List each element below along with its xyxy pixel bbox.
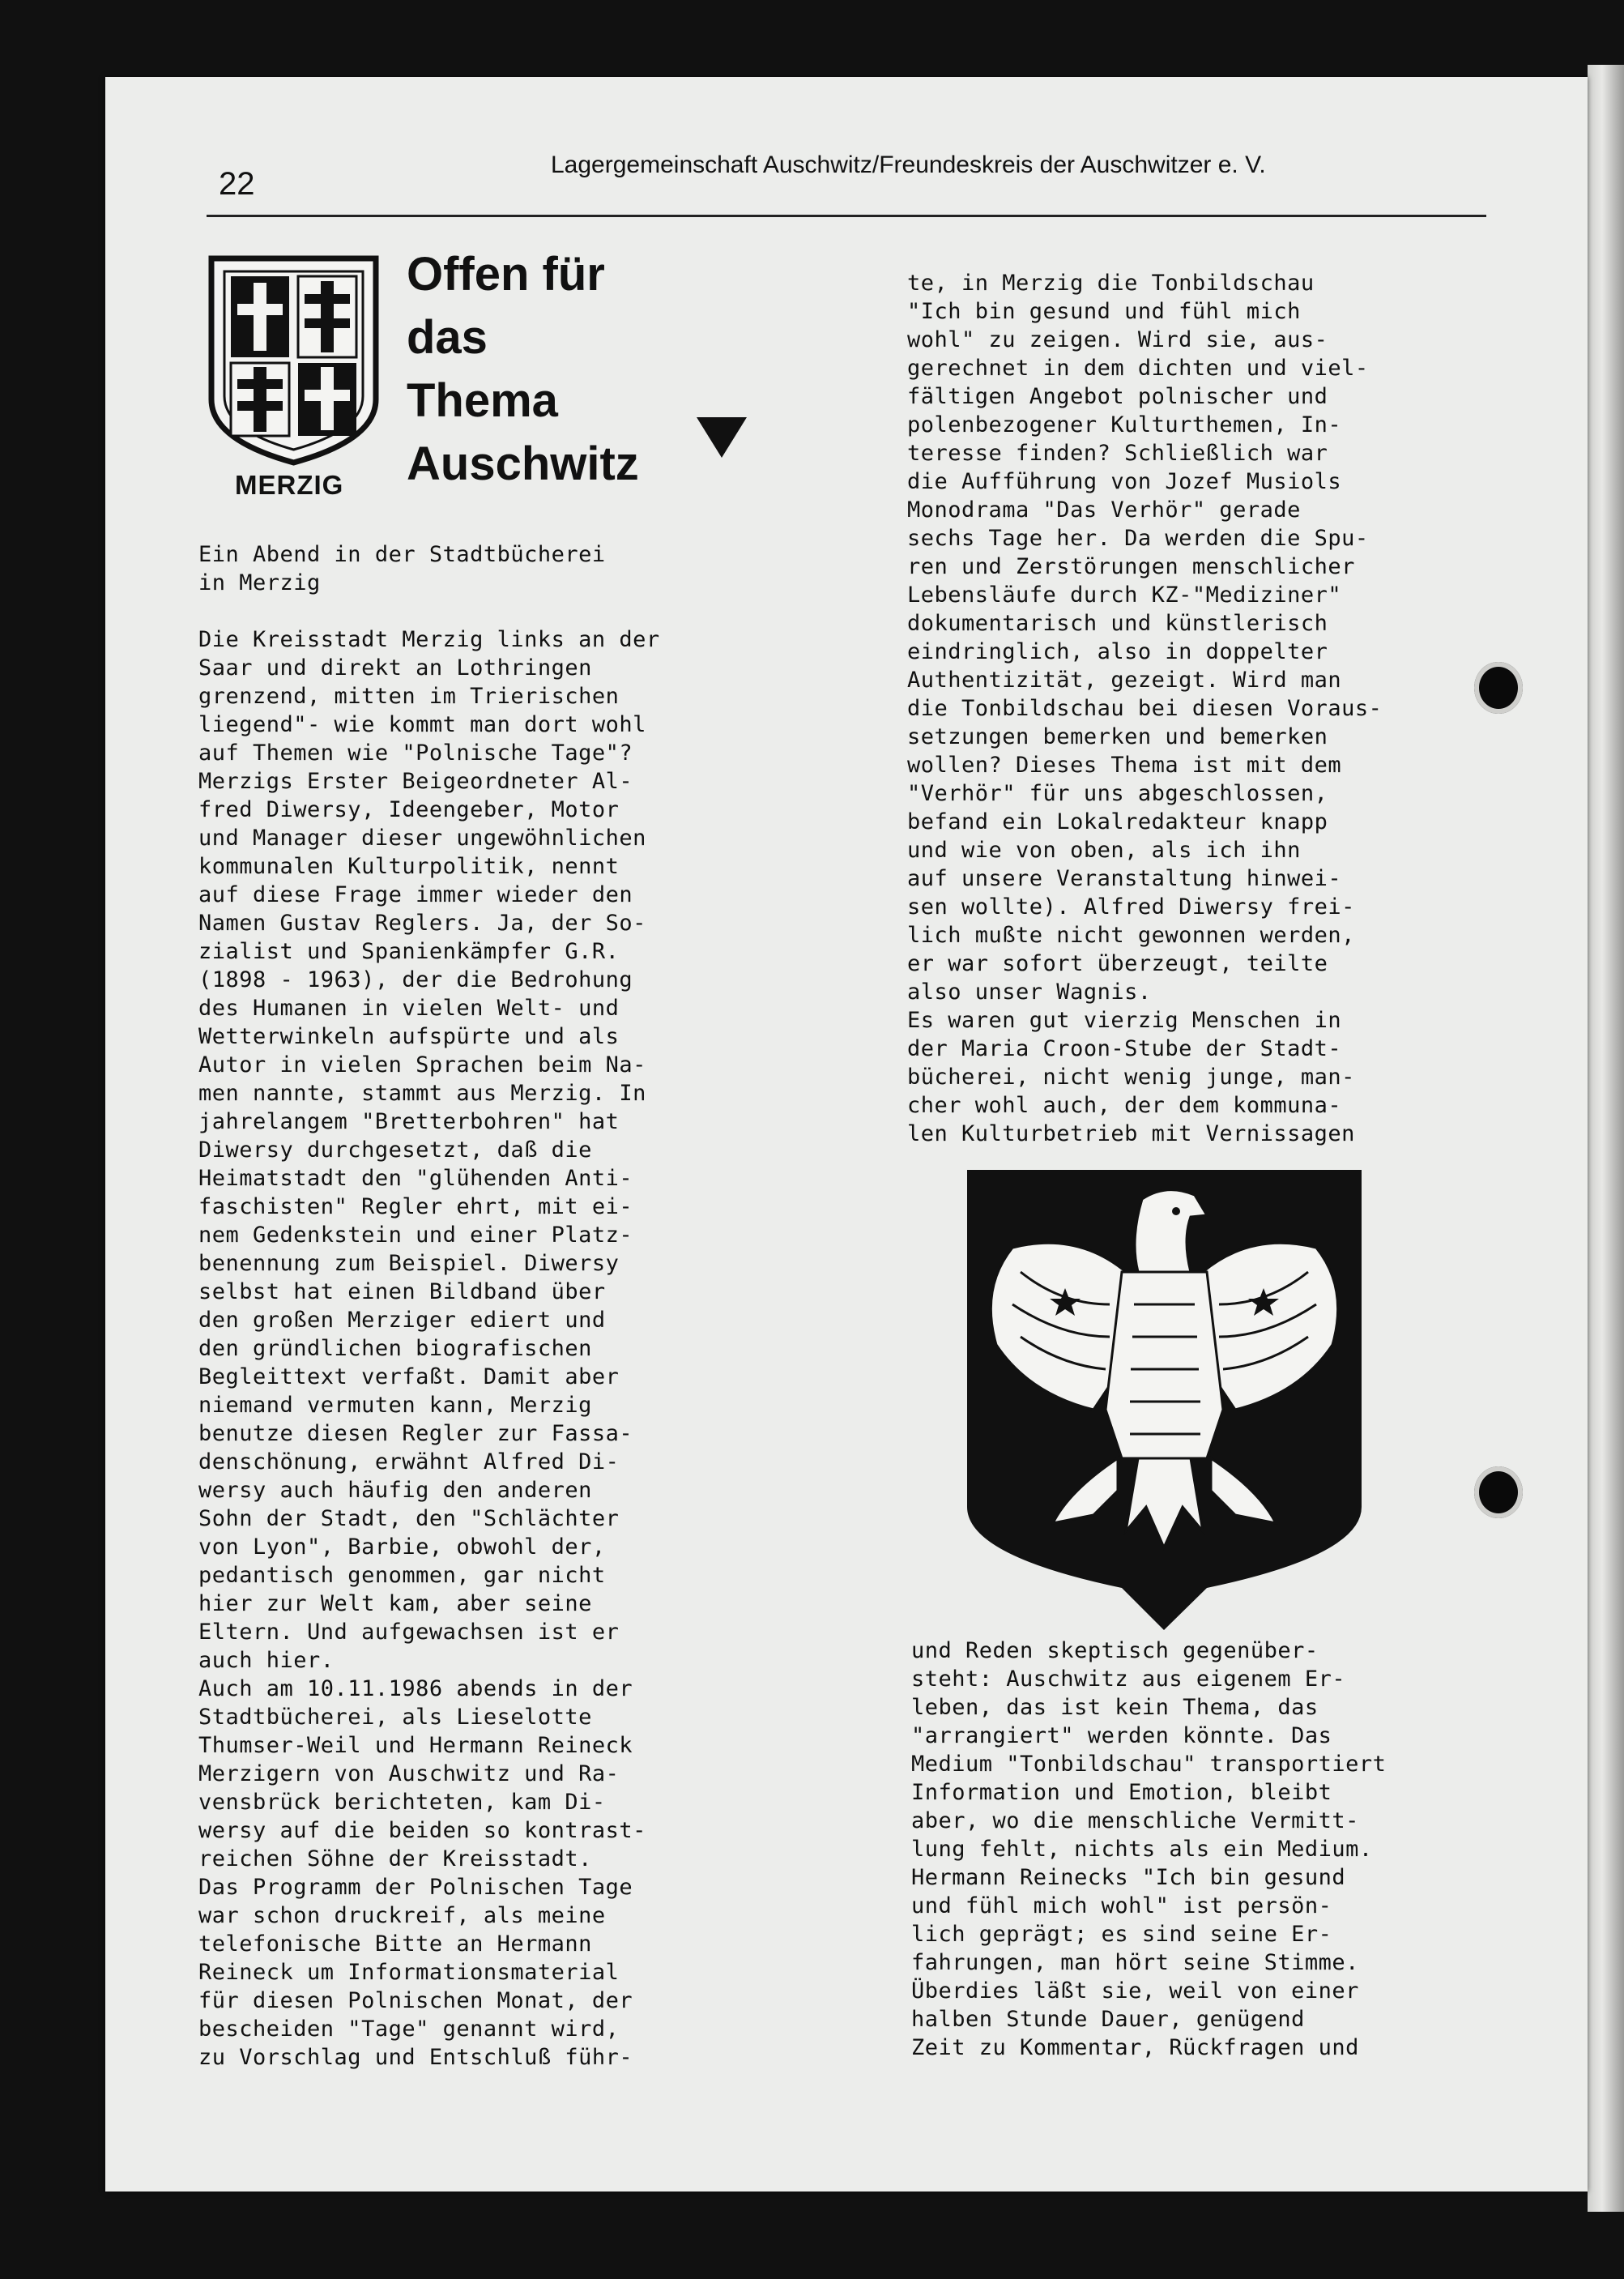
text-line: bescheiden "Tage" genannt wird,: [198, 2017, 620, 2042]
text-line: Zeit zu Kommentar, Rückfragen und: [911, 2035, 1359, 2060]
text-line: pedantisch genommen, gar nicht: [198, 1563, 606, 1588]
text-line: für diesen Polnischen Monat, der: [198, 1988, 633, 2013]
polish-eagle-emblem-icon: [964, 1167, 1365, 1632]
text-line: (1898 - 1963), der die Bedrohung: [198, 967, 633, 992]
text-line: teresse finden? Schließlich war: [907, 441, 1328, 466]
text-line: wollen? Dieses Thema ist mit dem: [907, 753, 1342, 778]
text-line: Die Kreisstadt Merzig links an der: [198, 627, 660, 652]
text-line: Wetterwinkeln aufspürte und als: [198, 1024, 620, 1049]
text-line: setzungen bemerken und bemerken: [907, 724, 1328, 749]
text-line: war schon druckreif, als meine: [198, 1903, 606, 1928]
text-line: hier zur Welt kam, aber seine: [198, 1591, 592, 1616]
text-line: und wie von oben, als ich ihn: [907, 838, 1301, 863]
headline-line: Auschwitz: [407, 437, 639, 490]
headline-line: Offen für: [407, 248, 605, 301]
text-line: ren und Zerstörungen menschlicher: [907, 554, 1355, 579]
text-line: Autor in vielen Sprachen beim Na-: [198, 1052, 646, 1078]
text-line: von Lyon", Barbie, obwohl der,: [198, 1534, 606, 1560]
text-line: Diwersy durchgesetzt, daß die: [198, 1137, 592, 1163]
text-line: lich geprägt; es sind seine Er-: [911, 1922, 1332, 1947]
text-line: aber, wo die menschliche Vermitt-: [911, 1808, 1359, 1833]
text-line: niemand vermuten kann, Merzig: [198, 1393, 592, 1418]
text-line: jahrelangem "Bretterbohren" hat: [198, 1109, 620, 1134]
text-line: len Kulturbetrieb mit Vernissagen: [907, 1121, 1355, 1146]
page-number: 22: [219, 166, 255, 202]
text-line: benennung zum Beispiel. Diwersy: [198, 1251, 620, 1276]
punch-hole: [1474, 1466, 1523, 1518]
text-line: Reineck um Informationsmaterial: [198, 1960, 620, 1985]
text-line: Begleittext verfaßt. Damit aber: [198, 1364, 620, 1389]
down-triangle-icon: [697, 417, 747, 458]
text-line: halben Stunde Dauer, genügend: [911, 2007, 1305, 2032]
text-line: telefonische Bitte an Hermann: [198, 1931, 592, 1957]
text-line: reichen Söhne der Kreisstadt.: [198, 1846, 592, 1871]
text-line: den großen Merziger ediert und: [198, 1308, 606, 1333]
text-line: auf Themen wie "Polnische Tage"?: [198, 740, 633, 766]
text-line: dokumentarisch und künstlerisch: [907, 611, 1328, 636]
text-line: befand ein Lokalredakteur knapp: [907, 809, 1328, 834]
headline-line: Thema: [407, 374, 558, 427]
text-line: Authentizität, gezeigt. Wird man: [907, 668, 1342, 693]
next-page-edge: [1588, 65, 1624, 2212]
text-line: zialist und Spanienkämpfer G.R.: [198, 939, 620, 964]
text-line: des Humanen in vielen Welt- und: [198, 996, 620, 1021]
text-line: Namen Gustav Reglers. Ja, der So-: [198, 911, 646, 936]
text-line: vensbrück berichteten, kam Di-: [198, 1790, 606, 1815]
text-line: und Manager dieser ungewöhnlichen: [198, 826, 646, 851]
text-line: Merzigern von Auschwitz und Ra-: [198, 1761, 620, 1786]
text-line: zu Vorschlag und Entschluß führ-: [198, 2045, 633, 2070]
header-rule: [207, 215, 1486, 217]
text-line: polenbezogener Kulturthemen, In-: [907, 412, 1342, 437]
text-line: denschönung, erwähnt Alfred Di-: [198, 1449, 620, 1475]
text-line: wohl" zu zeigen. Wird sie, aus-: [907, 327, 1328, 352]
text-line: te, in Merzig die Tonbildschau: [907, 271, 1315, 296]
text-line: also unser Wagnis.: [907, 979, 1152, 1005]
text-line: Es waren gut vierzig Menschen in: [907, 1008, 1342, 1033]
text-line: bücherei, nicht wenig junge, man-: [907, 1065, 1355, 1090]
text-line: fältigen Angebot polnischer und: [907, 384, 1328, 409]
text-line: selbst hat einen Bildband über: [198, 1279, 606, 1304]
text-line: nem Gedenkstein und einer Platz-: [198, 1223, 633, 1248]
text-line: auf diese Frage immer wieder den: [198, 882, 633, 907]
text-line: lich mußte nicht gewonnen werden,: [907, 923, 1355, 948]
text-line: leben, das ist kein Thema, das: [911, 1695, 1319, 1720]
text-line: auch hier.: [198, 1648, 335, 1673]
text-line: "Ich bin gesund und fühl mich: [907, 299, 1301, 324]
text-line: wersy auf die beiden so kontrast-: [198, 1818, 646, 1843]
text-line: Lebensläufe durch KZ-"Mediziner": [907, 583, 1342, 608]
text-line: Eltern. Und aufgewachsen ist er: [198, 1620, 620, 1645]
text-line: Thumser-Weil und Hermann Reineck: [198, 1733, 633, 1758]
text-line: lung fehlt, nichts als ein Medium.: [911, 1837, 1373, 1862]
text-line: "Verhör" für uns abgeschlossen,: [907, 781, 1328, 806]
text-line: liegend"- wie kommt man dort wohl: [198, 712, 646, 737]
text-line: Information und Emotion, bleibt: [911, 1780, 1332, 1805]
text-line: in Merzig: [198, 570, 321, 595]
text-line: den gründlichen biografischen: [198, 1336, 592, 1361]
article-headline: [407, 243, 747, 496]
text-line: sen wollte). Alfred Diwersy frei-: [907, 894, 1355, 920]
text-line: cher wohl auch, der dem kommuna-: [907, 1093, 1342, 1118]
text-line: Hermann Reinecks "Ich bin gesund: [911, 1865, 1346, 1890]
text-line: fred Diwersy, Ideengeber, Motor: [198, 797, 620, 822]
text-line: benutze diesen Regler zur Fassa-: [198, 1421, 633, 1446]
text-line: Sohn der Stadt, den "Schlächter: [198, 1506, 620, 1531]
running-header: Lagergemeinschaft Auschwitz/Freundeskreis der Auschwitzer e. V.: [551, 152, 1266, 178]
text-line: faschisten" Regler ehrt, mit ei-: [198, 1194, 633, 1219]
text-line: Stadtbücherei, als Lieselotte: [198, 1705, 592, 1730]
text-line: und fühl mich wohl" ist persön-: [911, 1893, 1332, 1918]
text-line: men nannte, stammt aus Merzig. In: [198, 1081, 646, 1106]
headline-line: das: [407, 311, 488, 364]
text-line: Das Programm der Polnischen Tage: [198, 1875, 633, 1900]
text-line: "arrangiert" werden könnte. Das: [911, 1723, 1332, 1748]
text-line: Saar und direkt an Lothringen: [198, 655, 592, 681]
text-line: auf unsere Veranstaltung hinwei-: [907, 866, 1342, 891]
text-line: Medium "Tonbildschau" transportiert: [911, 1752, 1387, 1777]
text-line: Ein Abend in der Stadtbücherei: [198, 542, 606, 567]
right-column-text-bottom: [911, 1637, 1543, 2062]
document-page: [105, 77, 1588, 2192]
text-line: [198, 597, 798, 625]
text-line: eindringlich, also in doppelter: [907, 639, 1328, 664]
text-line: grenzend, mitten im Trierischen: [198, 684, 620, 709]
text-line: der Maria Croon-Stube der Stadt-: [907, 1036, 1342, 1061]
text-line: gerechnet in dem dichten und viel-: [907, 356, 1369, 381]
left-column-text: [198, 540, 798, 2072]
text-line: steht: Auschwitz aus eigenem Er-: [911, 1667, 1346, 1692]
text-line: Auch am 10.11.1986 abends in der: [198, 1676, 633, 1701]
text-line: wersy auch häufig den anderen: [198, 1478, 592, 1503]
text-line: kommunalen Kulturpolitik, nennt: [198, 854, 620, 879]
text-line: die Aufführung von Jozef Musiols: [907, 469, 1342, 494]
text-line: die Tonbildschau bei diesen Voraus-: [907, 696, 1383, 721]
text-line: sechs Tage her. Da werden die Spu-: [907, 526, 1369, 551]
text-line: Heimatstadt den "glühenden Anti-: [198, 1166, 633, 1191]
text-line: er war sofort überzeugt, teilte: [907, 951, 1328, 976]
merzig-coat-of-arms-icon: [207, 254, 381, 468]
text-line: Merzigs Erster Beigeordneter Al-: [198, 769, 633, 794]
text-line: Monodrama "Das Verhör" gerade: [907, 497, 1301, 523]
text-line: und Reden skeptisch gegenüber-: [911, 1638, 1319, 1663]
place-label: MERZIG: [235, 470, 344, 500]
text-line: fahrungen, man hört seine Stimme.: [911, 1950, 1359, 1975]
text-line: Überdies läßt sie, weil von einer: [911, 1978, 1359, 2004]
right-column-text-top: [907, 269, 1507, 1148]
